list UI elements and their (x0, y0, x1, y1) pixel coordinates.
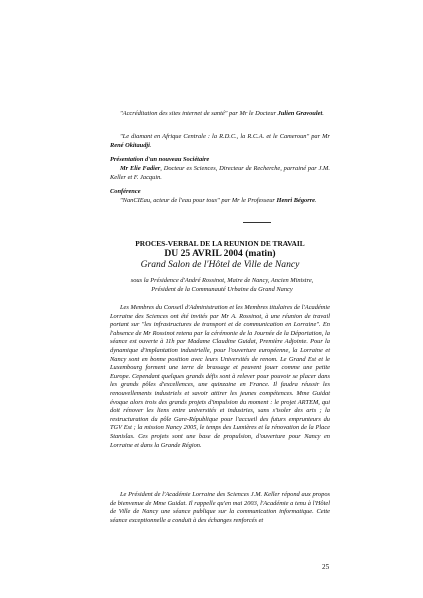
presidency: sous la Présidence d'André Rossinot, Maire de Nancy, Ancien Ministre, Président de la Communauté Urbaine du Grand Nancy (130, 277, 314, 293)
paragraph-2: Le Président de l'Académie Lorraine des Sciences J.M. Keller répond aux propos de bienvenue de Mme Guidat. Il rappelle qu'en mai 2003, l'Académie a tenu à l'Hôtel de Ville de Nancy une séance publique sur la communication informatique. Cette séance exceptionnelle a conduit à des échanges renforcés et (110, 491, 330, 524)
presentation-heading: Présentation d'un nouveau Sociétaire (110, 156, 210, 163)
presentation-rest: , Docteur es Sciences, Directeur de Recherche, parrainé par J.M. Keller et F. Jacquin. (110, 165, 330, 181)
pv-title: PROCES-VERBAL DE LA REUNION DE TRAVAIL (135, 239, 305, 248)
item-author: Julien Gravoulet (277, 110, 323, 117)
item-title: "Accréditation des sites internet de santé" (120, 110, 228, 117)
item-end: . (322, 110, 324, 117)
item-by: par Mr le Docteur (227, 110, 278, 117)
section-divider (243, 222, 271, 223)
item-title: "Le diamant en Afrique Centrale : la R.D.C., la R.C.A. et le Cameroun" (120, 133, 310, 140)
conference-by: par Mr le Professeur (219, 197, 277, 204)
item-diamant (110, 133, 330, 150)
conference-title: "NanCIEau, acteur de l'eau pour tous" (120, 197, 220, 204)
presentation-text (110, 165, 330, 182)
item-by: par Mr (309, 133, 330, 140)
conference-text (110, 197, 330, 206)
paragraph-1: Les Membres du Conseil d'Administration et les Membres titulaires de l'Académie Lorraine des Sciences ont été invités par Mr A. Rossinot, à une réunion de travail portant sur "les infrastructures de transport et de communication en Lorraine". En l'absence de Mr Rossinot retenu par la cérémonie de la Journée de la Déportation, la séance est ouverte à 11h par Madame Claudine Guidat, Première Adjointe. Pour la dynamique d'implantation industrielle, pour l'ouverture européenne, la Lorraine et Nancy sont en bonne position avec leurs Universités de renom. Le Grand Est et le Luxembourg forment une terre de brassage et peuvent jouer comme une petite Europe. Cependant quelques grands défis sont à relever pour pouvoir se placer dans les grands pôles d'excellences, une quinzaine en France. Il faudra réussir les renouvellements industriels et savoir attirer les jeunes compétences. Mme Guidat évoque alors trois des grands projets d'impulsion du moment : le projet ARTEM, qui doit rénover les liens entre universités et industries, sans s'isoler des arts ; la restructuration du pôle Gare-République pour l'accueil des futurs emprunteurs du TGV Est ; la mission Nancy 2005, le temps des Lumières et la rénovation de la Place Stanislas. Ces projets sont une base de propulsion, d'ouverture pour Nancy en Lorraine et dans la Grande Région. (110, 304, 330, 449)
pv-place: Grand Salon de l'Hôtel de Ville de Nancy (140, 259, 300, 270)
pv-date: DU 25 AVRIL 2004 (matin) (164, 248, 276, 259)
presentation-name: Mr Elie Fadier (120, 165, 161, 172)
conference-author: Henri Bégorre (276, 197, 316, 204)
item-accreditation (110, 110, 330, 119)
conference-end: . (315, 197, 317, 204)
item-end: . (149, 141, 152, 149)
page-number: 25 (322, 563, 330, 571)
item-author: René Okitaudji (110, 141, 150, 149)
conference-heading: Conférence (110, 188, 141, 195)
